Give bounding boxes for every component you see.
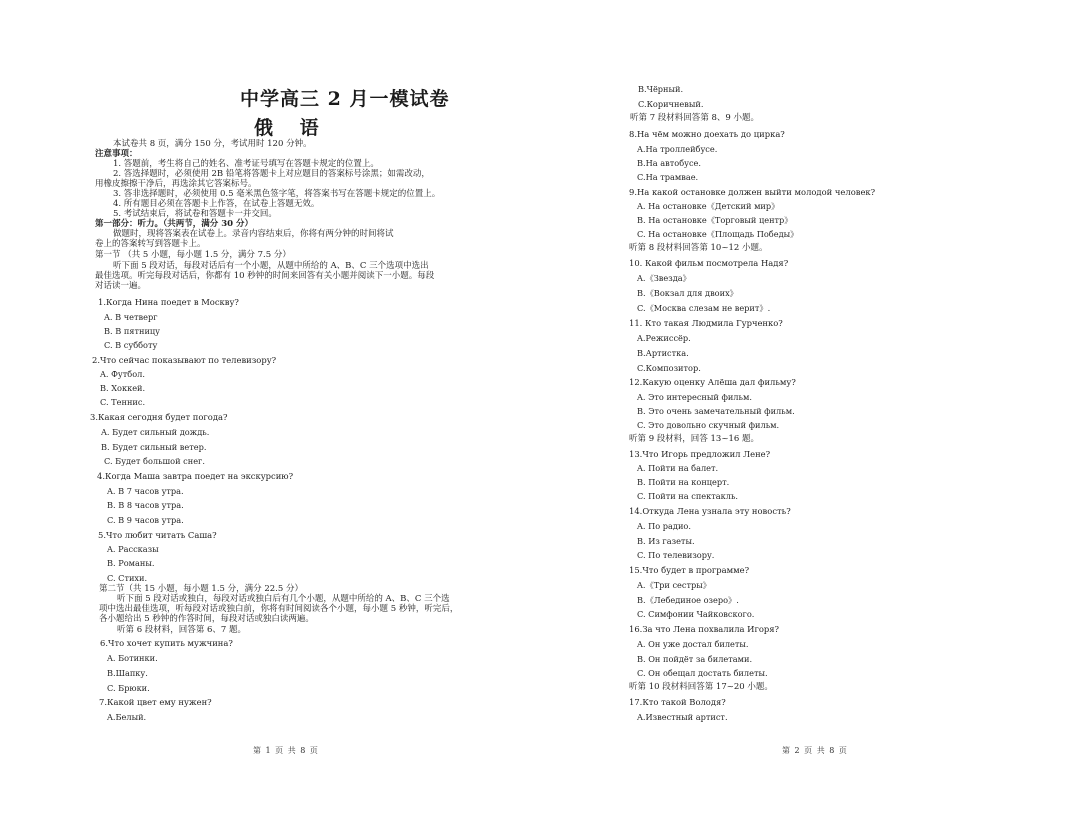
- note-line: 3. 答非选择题时，必须使用 0.5 毫米黑色签字笔，将答案书写在答题卡规定的位置上。: [113, 189, 441, 199]
- listen-instruction: 听第 8 段材料回答第 10~12 小题。: [629, 243, 768, 253]
- option: C. По телевизору.: [637, 550, 715, 560]
- exam-title: 中学高三 2 月一模试卷: [240, 88, 450, 110]
- option: A. В 7 часов утра.: [107, 486, 184, 496]
- section1-text: 对话读一遍。: [95, 281, 147, 291]
- option: A.Известный артист.: [637, 712, 728, 722]
- option: C. Пойти на спектакль.: [637, 491, 739, 501]
- exam-page-2: [540, 0, 1080, 813]
- option: B. В 8 часов утра.: [107, 500, 184, 510]
- option: B.Шапку.: [107, 668, 148, 678]
- note-line: 1. 答题前，考生将自己的姓名、准考证号填写在答题卡规定的位置上。: [113, 159, 379, 169]
- option: A. Пойти на балет.: [637, 463, 719, 473]
- option: C.Коричневый.: [638, 99, 704, 109]
- option: A. Ботинки.: [107, 653, 158, 663]
- option: A.《Звезда》: [637, 273, 691, 283]
- section2-heading: 第二节（共 15 小题，每小题 1.5 分，满分 22.5 分）: [99, 584, 303, 594]
- question-16: 16.За что Лена похвалила Игоря?: [629, 624, 780, 634]
- option: C. В 9 часов утра.: [107, 515, 184, 525]
- note-line: 2. 答选择题时，必须使用 2B 铅笔将答题卡上对应题目的答案标号涂黑；如需改动，: [113, 169, 430, 179]
- question-13: 13.Что Игорь предложил Лене?: [629, 449, 771, 459]
- question-15: 15.Что будет в программе?: [629, 565, 750, 575]
- notes-heading: 注意事项：: [95, 149, 138, 159]
- option: B.Артистка.: [637, 348, 689, 358]
- option: A.《Три сестры》: [637, 580, 711, 590]
- option: C.《Москва слезам не верит》.: [637, 303, 771, 313]
- option: A. Будет сильный дождь.: [101, 427, 210, 437]
- section2-text: 项中选出最佳选项，听每段对话或独白前，你将有时间阅读各个小题，每小题 5 秒钟，听完后，: [99, 604, 459, 614]
- option: B. В пятницу: [104, 326, 160, 336]
- note-line: 用橡皮擦擦干净后，再选涂其它答案标号。: [95, 179, 257, 189]
- listen-instruction: 听第 9 段材料，回答 13~16 题。: [629, 434, 759, 444]
- question-1: 1.Когда Нина поедет в Москву?: [98, 297, 239, 307]
- section1-heading: 第一节 （共 5 小题，每小题 1.5 分，满分 7.5 分）: [95, 250, 291, 260]
- question-7: 7.Какой цвет ему нужен?: [99, 697, 212, 707]
- option: B. Будет сильный ветер.: [101, 442, 207, 452]
- part1-text: 卷上的答案转写到答题卡上。: [95, 239, 206, 249]
- option: A. На остановке《Детский мир》: [637, 201, 780, 211]
- option: A. Это интересный фильм.: [637, 392, 752, 402]
- listen-instruction: 听第 7 段材料回答第 8、9 小题。: [630, 113, 760, 123]
- question-14: 14.Откуда Лена узнала эту новость?: [629, 506, 791, 516]
- question-8: 8.На чём можно доехать до цирка?: [629, 129, 785, 139]
- option: C. Брюки.: [107, 683, 150, 693]
- option: A. Он уже достал билеты.: [637, 639, 749, 649]
- option: C. Он обещал достать билеты.: [637, 668, 768, 678]
- option: C. На остановке《Площадь Победы》: [637, 229, 799, 239]
- option: B. Пойти на концерт.: [637, 477, 730, 487]
- option: C. Будет большой снег.: [104, 456, 205, 466]
- option: B. Он пойдёт за билетами.: [637, 654, 753, 664]
- question-5: 5.Что любит читать Саша?: [98, 530, 217, 540]
- option: B.《Лебединое озеро》.: [637, 595, 739, 605]
- listen-instruction: 听第 6 段材料，回答第 6、7 题。: [117, 625, 247, 635]
- option: A. Футбол.: [100, 369, 145, 379]
- option: C.На трамвае.: [637, 172, 699, 182]
- question-3: 3.Какая сегодня будет погода?: [90, 412, 228, 422]
- option: A. Рассказы: [107, 544, 159, 554]
- question-9: 9.На какой остановке должен выйти молодой человек?: [629, 187, 876, 197]
- option: A.Белый.: [107, 712, 147, 722]
- option: B. Романы.: [107, 558, 155, 568]
- option: C.Композитор.: [637, 363, 701, 373]
- option: B.Чёрный.: [638, 84, 684, 94]
- option: C. Это довольно скучный фильм.: [637, 420, 780, 430]
- question-17: 17.Кто такой Володя?: [629, 697, 726, 707]
- option: A. По радио.: [637, 521, 691, 531]
- option: B. Из газеты.: [637, 536, 695, 546]
- page-footer: 第 2 页 共 8 页: [782, 746, 848, 755]
- option: C. В субботу: [104, 340, 158, 350]
- question-2: 2.Что сейчас показывают по телевизору?: [92, 355, 277, 365]
- option: B. На остановке《Торговый центр》: [637, 215, 793, 225]
- question-11: 11. Кто такая Людмила Гурченко?: [629, 318, 783, 328]
- section2-text: 各小题给出 5 秒钟的作答时间，每段对话或独白读两遍。: [99, 614, 314, 624]
- section1-text: 听下面 5 段对话，每段对话后有一个小题，从题中所给的 A、B、C 三个选项中选出: [113, 261, 429, 271]
- part1-heading: 第一部分：听力。（共两节，满分 30 分）: [95, 219, 253, 229]
- option: A.Режиссёр.: [637, 333, 691, 343]
- question-6: 6.Что хочет купить мужчина?: [100, 638, 233, 648]
- option: C. Теннис.: [100, 397, 146, 407]
- option: B.На автобусе.: [637, 158, 701, 168]
- listen-instruction: 听第 10 段材料回答第 17~20 小题。: [629, 682, 773, 692]
- note-line: 4. 所有题目必须在答题卡上作答，在试卷上答题无效。: [113, 199, 320, 209]
- option: B. Хоккей.: [100, 383, 146, 393]
- question-4: 4.Когда Маша завтра поедет на экскурсию?: [97, 471, 294, 481]
- section1-text: 最佳选项。听完每段对话后，你都有 10 秒钟的时间来回答有关小题并阅读下一小题。每段: [95, 271, 435, 281]
- subject-title: 俄 语: [254, 117, 329, 139]
- part1-text: 做题时，现将答案表在试卷上。录音内容结束后，你将有两分钟的时间将试: [113, 229, 394, 239]
- note-line: 5. 考试结束后，将试卷和答题卡一并交回。: [113, 209, 277, 219]
- question-10: 10. Какой фильм посмотрела Надя?: [629, 258, 789, 268]
- question-12: 12.Какую оценку Алёша дал фильму?: [629, 377, 796, 387]
- exam-intro: 本试卷共 8 页，满分 150 分，考试用时 120 分钟。: [113, 139, 312, 149]
- option: A.На троллейбусе.: [637, 144, 718, 154]
- section2-text: 听下面 5 段对话或独白，每段对话或独白后有几个小题，从题中所给的 A、B、C 三个选: [117, 594, 450, 604]
- page-footer: 第 1 页 共 8 页: [253, 746, 319, 755]
- option: A. В четверг: [104, 312, 158, 322]
- option: B.《Вокзал для двоих》: [637, 288, 738, 298]
- option: B. Это очень замечательный фильм.: [637, 406, 795, 416]
- option: C. Стихи.: [107, 573, 148, 583]
- option: C. Симфонии Чайковского.: [637, 609, 755, 619]
